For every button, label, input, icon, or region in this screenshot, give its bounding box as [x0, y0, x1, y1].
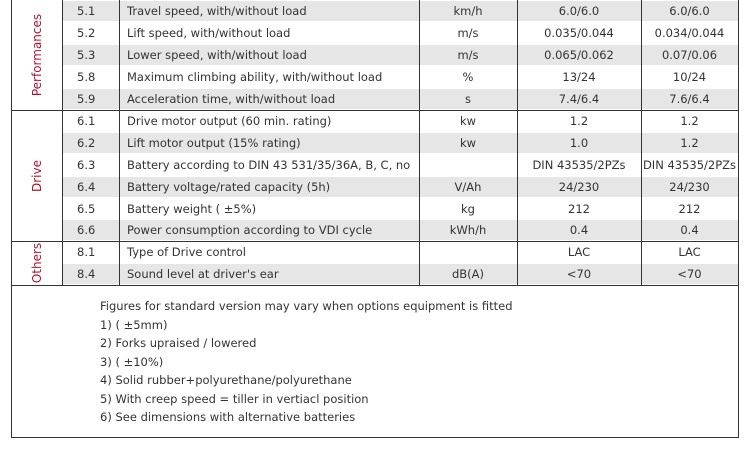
row-value-2: 0.07/0.06	[661, 48, 718, 62]
row-number: 8.1	[77, 245, 96, 259]
row-value-1: 13/24	[562, 70, 596, 84]
footnotes	[100, 297, 513, 427]
table-row	[62, 220, 738, 240]
row-value-2: LAC	[678, 245, 701, 259]
row-unit: s	[465, 92, 471, 106]
row-unit: kw	[459, 114, 477, 128]
row-unit: %	[462, 70, 474, 84]
column-line	[641, 0, 642, 286]
row-value-2: 7.6/6.4	[669, 92, 710, 106]
row-number: 6.1	[77, 114, 96, 128]
row-number: 5.8	[77, 70, 96, 84]
table-row	[62, 155, 738, 175]
row-value-2: <70	[677, 267, 702, 281]
row-description: Lower speed, with/without load	[127, 48, 307, 62]
row-value-2: 1.2	[680, 114, 699, 128]
row-number: 6.5	[77, 202, 96, 216]
section-label-performances	[12, 0, 62, 110]
column-line	[419, 0, 420, 286]
row-value-2: 6.0/6.0	[669, 4, 710, 18]
table-row	[62, 67, 738, 87]
row-unit: dB(A)	[451, 267, 485, 281]
row-unit: m/s	[457, 48, 479, 62]
row-value-2: DIN 43535/2PZs	[642, 158, 737, 172]
table-row	[62, 23, 738, 43]
row-description: Battery voltage/rated capacity (5h)	[127, 180, 331, 194]
row-value-1: 1.0	[569, 136, 589, 150]
row-description: Lift speed, with/without load	[127, 26, 291, 40]
note-line: 6) See dimensions with alternative batteries	[100, 410, 356, 424]
note-line: 3) ( ±10%)	[100, 354, 164, 369]
section-label-others	[12, 241, 62, 285]
column-line	[62, 0, 63, 286]
row-value-1: 0.4	[569, 223, 589, 237]
note-line: 1) ( ±5mm)	[100, 317, 168, 332]
row-value-1: 24/230	[558, 180, 600, 194]
row-value-1: 7.4/6.4	[558, 92, 600, 106]
table-row	[62, 133, 738, 153]
table-row	[62, 1, 738, 21]
table-row	[62, 199, 738, 219]
table-row	[62, 45, 738, 65]
row-value-1: 1.2	[569, 114, 589, 128]
row-description: Travel speed, with/without load	[127, 4, 307, 18]
note-line: 5) With creep speed = tiller in vertiacl position	[100, 391, 369, 406]
row-value-2: 10/24	[672, 70, 707, 84]
row-description: Drive motor output (60 min. rating)	[127, 114, 332, 128]
note-line: 2) Forks upraised / lowered	[100, 336, 257, 350]
row-description: Acceleration time, with/without load	[127, 92, 336, 106]
row-description: Maximum climbing ability, with/without load	[127, 70, 383, 84]
row-value-1: 0.035/0.044	[544, 26, 614, 40]
column-line	[119, 0, 120, 286]
row-value-1: 0.065/0.062	[544, 48, 614, 62]
row-value-1: 6.0/6.0	[558, 4, 600, 18]
row-unit: kw	[459, 136, 477, 150]
column-line	[517, 0, 518, 286]
row-value-2: 1.2	[680, 136, 699, 150]
table-row	[62, 264, 738, 284]
section-title: Performances	[30, 13, 45, 97]
row-value-2: 0.4	[680, 223, 699, 237]
row-description: Type of Drive control	[127, 245, 246, 259]
note-line: 4) Solid rubber+polyurethane/polyurethane	[100, 373, 352, 387]
row-unit: km/h	[453, 4, 483, 18]
row-unit: m/s	[457, 26, 479, 40]
table-row	[62, 89, 738, 109]
row-description: Battery according to DIN 43 531/35/36A, B, C, no	[127, 158, 411, 172]
row-unit: kWh/h	[449, 223, 487, 237]
row-value-1: LAC	[567, 245, 591, 259]
section-title: Others	[29, 242, 44, 284]
row-value-1: <70	[566, 267, 592, 281]
row-value-2: 0.034/0.044	[654, 26, 725, 40]
row-number: 5.2	[77, 26, 96, 40]
row-value-1: DIN 43535/2PZs	[532, 158, 626, 172]
row-number: 6.6	[77, 223, 96, 237]
row-value-2: 212	[678, 202, 701, 216]
row-description: Power consumption according to VDI cycle	[127, 223, 373, 237]
table-row	[62, 242, 738, 262]
row-value-2: 24/230	[669, 180, 710, 194]
row-description: Sound level at driver's ear	[127, 267, 279, 281]
row-value-1: 212	[568, 202, 590, 216]
section-divider	[12, 285, 738, 286]
row-number: 5.3	[77, 48, 96, 62]
table-row	[62, 177, 738, 197]
section-title: Drive	[30, 159, 44, 192]
row-description: Lift motor output (15% rating)	[127, 136, 301, 150]
row-number: 8.4	[77, 267, 96, 281]
note-line: Figures for standard version may vary when options equipment is fitted	[100, 299, 513, 313]
row-description: Battery weight ( ±5%)	[127, 202, 257, 216]
section-label-drive	[12, 110, 62, 241]
row-number: 6.2	[77, 136, 96, 150]
table-row	[62, 111, 738, 131]
row-number: 6.3	[77, 158, 96, 172]
row-number: 6.4	[77, 180, 96, 194]
row-unit: V/Ah	[454, 180, 482, 194]
row-unit: kg	[461, 202, 475, 216]
row-number: 5.1	[77, 4, 96, 18]
row-number: 5.9	[77, 92, 96, 106]
